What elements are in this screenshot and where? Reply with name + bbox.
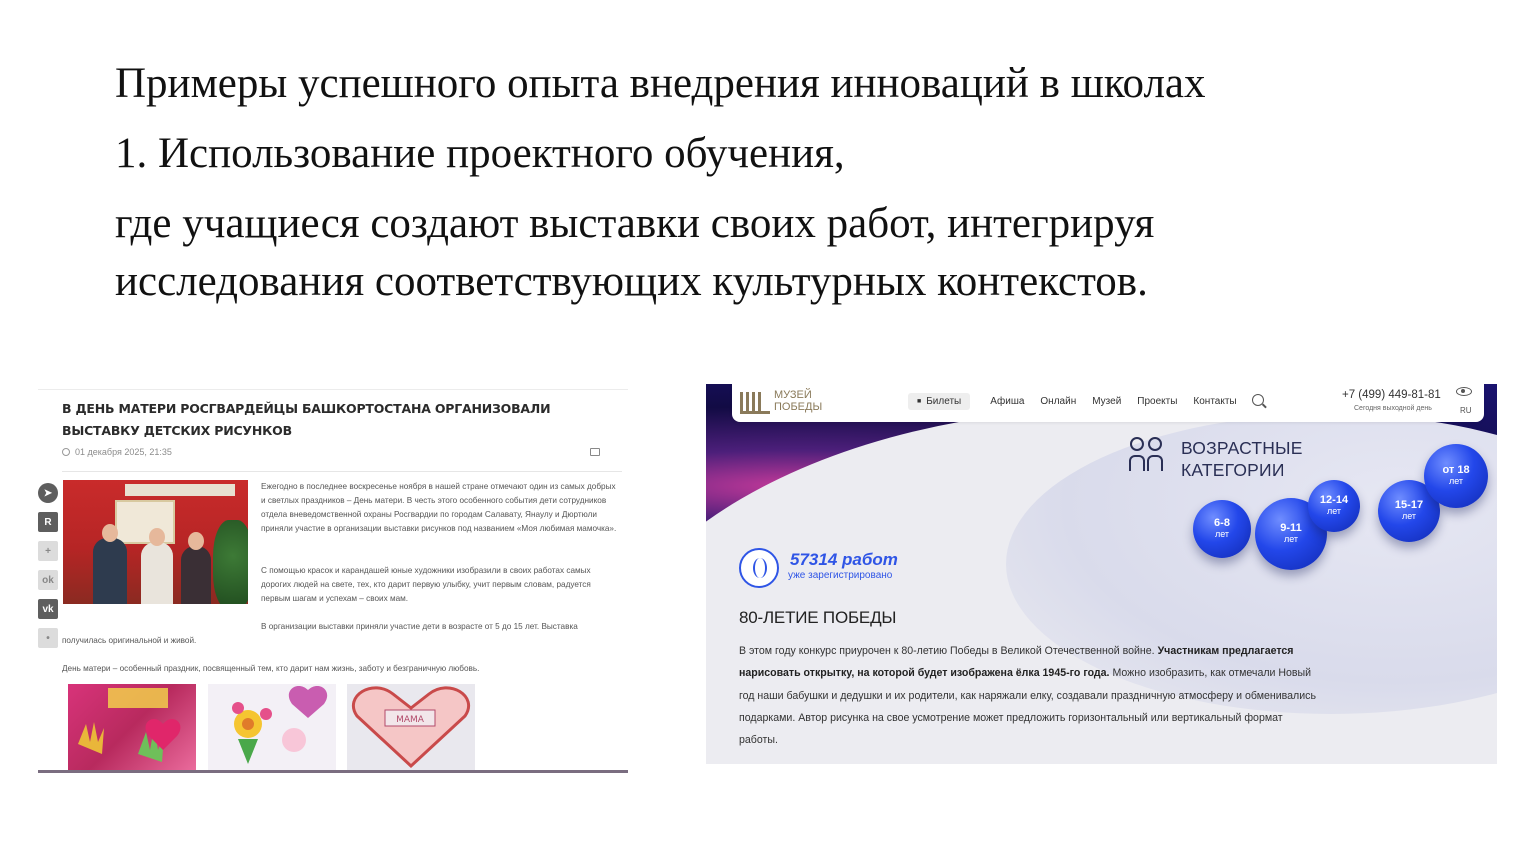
- article-title: В ДЕНЬ МАТЕРИ РОСГВАРДЕЙЦЫ БАШКОРТОСТАНА ОРГАНИЗОВАЛИ ВЫСТАВКУ ДЕТСКИХ РИСУНКОВ: [62, 401, 551, 438]
- phone-number[interactable]: +7 (499) 449-81-81: [1342, 389, 1441, 401]
- slide-line-2: где учащиеся создают выставки своих работ, интегрируя: [115, 200, 1155, 247]
- opening-status: Сегодня выходной день: [1354, 405, 1432, 412]
- age-category-6-8[interactable]: 6-8 лет: [1193, 500, 1251, 558]
- rutube-icon[interactable]: R: [38, 512, 58, 532]
- vk-icon[interactable]: vk: [38, 599, 58, 619]
- child-drawing-image[interactable]: [347, 684, 475, 770]
- article-paragraph: День матери – особенный праздник, посвященный тем, кто дарит нам жизнь, заботу и безграничную любовь.: [62, 664, 480, 673]
- museum-logo-icon[interactable]: [740, 392, 770, 414]
- age-category-12-14[interactable]: 12-14 лет: [1308, 480, 1360, 532]
- article-paragraph: Ежегодно в последнее воскресенье ноября в нашей стране отмечают один из самых добрых и светлых праздников – День матери. В честь этого особенного события дети сотрудников отдела вневедомственной охраны Росгвардии по городам Салавату, Янаулу и Дюртюли приняли участие в организации выставки рисунков под названием «Моя любимая мамочка».: [261, 482, 617, 533]
- main-nav: [908, 393, 1253, 410]
- nav-item-museum[interactable]: Музей: [1092, 396, 1122, 407]
- language-switch[interactable]: RU: [1460, 406, 1472, 415]
- museum-website-screenshot: [706, 384, 1497, 764]
- section-title: 80-ЛЕТИЕ ПОБЕДЫ: [739, 608, 897, 627]
- svg-text:МАМА: МАМА: [396, 715, 424, 725]
- slide-title: Примеры успешного опыта внедрения инноваций в школах: [115, 60, 1206, 107]
- article-paragraph: В организации выставки приняли участие дети в возрасте от 5 до 15 лет. Выставка: [261, 622, 578, 631]
- works-count: 57314 работ: [790, 550, 898, 569]
- divider: [62, 471, 622, 472]
- news-article-screenshot: [38, 389, 628, 773]
- age-category-15-17[interactable]: 15-17 лет: [1378, 480, 1440, 542]
- article-paragraph: С помощью красок и карандашей юные художники изобразили в своих работах самых дорогих людей на свете, тех, кто дарит первую улыбку, учит первым словам, радуется первым шагам и успехам – своих мам.: [261, 566, 591, 603]
- slide-line-1: 1. Использование проектного обучения,: [115, 130, 845, 177]
- museum-logo[interactable]: МУЗЕЙ ПОБЕДЫ: [774, 389, 823, 413]
- child-drawing-image[interactable]: [208, 684, 336, 770]
- nav-item-online[interactable]: Онлайн: [1040, 396, 1077, 407]
- clock-icon: [62, 448, 70, 456]
- telegram-icon[interactable]: ➤: [38, 483, 58, 503]
- age-category-18-plus[interactable]: от 18 лет: [1424, 444, 1488, 508]
- article-date-text: 01 декабря 2025, 21:35: [75, 447, 172, 457]
- works-registered-label: уже зарегистрировано: [788, 570, 893, 581]
- article-paragraph: получилась оригинальной и живой.: [62, 636, 197, 645]
- nav-item-projects[interactable]: Проекты: [1137, 396, 1178, 407]
- nav-item-contacts[interactable]: Контакты: [1193, 396, 1237, 407]
- nav-item-afisha[interactable]: Афиша: [990, 396, 1025, 407]
- search-icon[interactable]: [1252, 394, 1264, 406]
- article-date: [62, 447, 172, 457]
- plus-icon[interactable]: +: [38, 541, 58, 561]
- share-sidebar: [38, 483, 58, 657]
- nav-item-tickets[interactable]: ■ Билеты: [908, 393, 970, 410]
- children-icon: [1126, 437, 1166, 477]
- contest-description: В этом году конкурс приурочен к 80-летию Победы в Великой Отечественной войне. Участникам предлагается нарисовать открытку, на которой будет изображена ёлка 1945-го года. Можно изобразить, как отмечали Новый год наши бабушки и дедушки и их родители, как наряжали елку, создавали праздничную атмосферу и обменивались подарками. Автор рисунка на свое усмотрение может предложить горизонтальный или вертикальный формат работы.: [739, 645, 1316, 747]
- age-category-9-11[interactable]: 9-11 лет: [1255, 498, 1327, 570]
- accessibility-eye-icon[interactable]: [1456, 387, 1472, 396]
- more-icon[interactable]: •: [38, 628, 58, 648]
- odnoklassniki-icon[interactable]: ok: [38, 570, 58, 590]
- contest-logo-icon: [739, 548, 779, 588]
- bottom-border: [38, 770, 628, 773]
- slide-line-3: исследования соответствующих культурных контекстов.: [115, 258, 1148, 305]
- print-icon[interactable]: [590, 448, 600, 456]
- child-drawing-image[interactable]: [68, 684, 196, 770]
- article-photo: [63, 480, 248, 604]
- age-categories-title: ВОЗРАСТНЫЕ КАТЕГОРИИ: [1181, 438, 1303, 480]
- site-header: [732, 384, 1484, 422]
